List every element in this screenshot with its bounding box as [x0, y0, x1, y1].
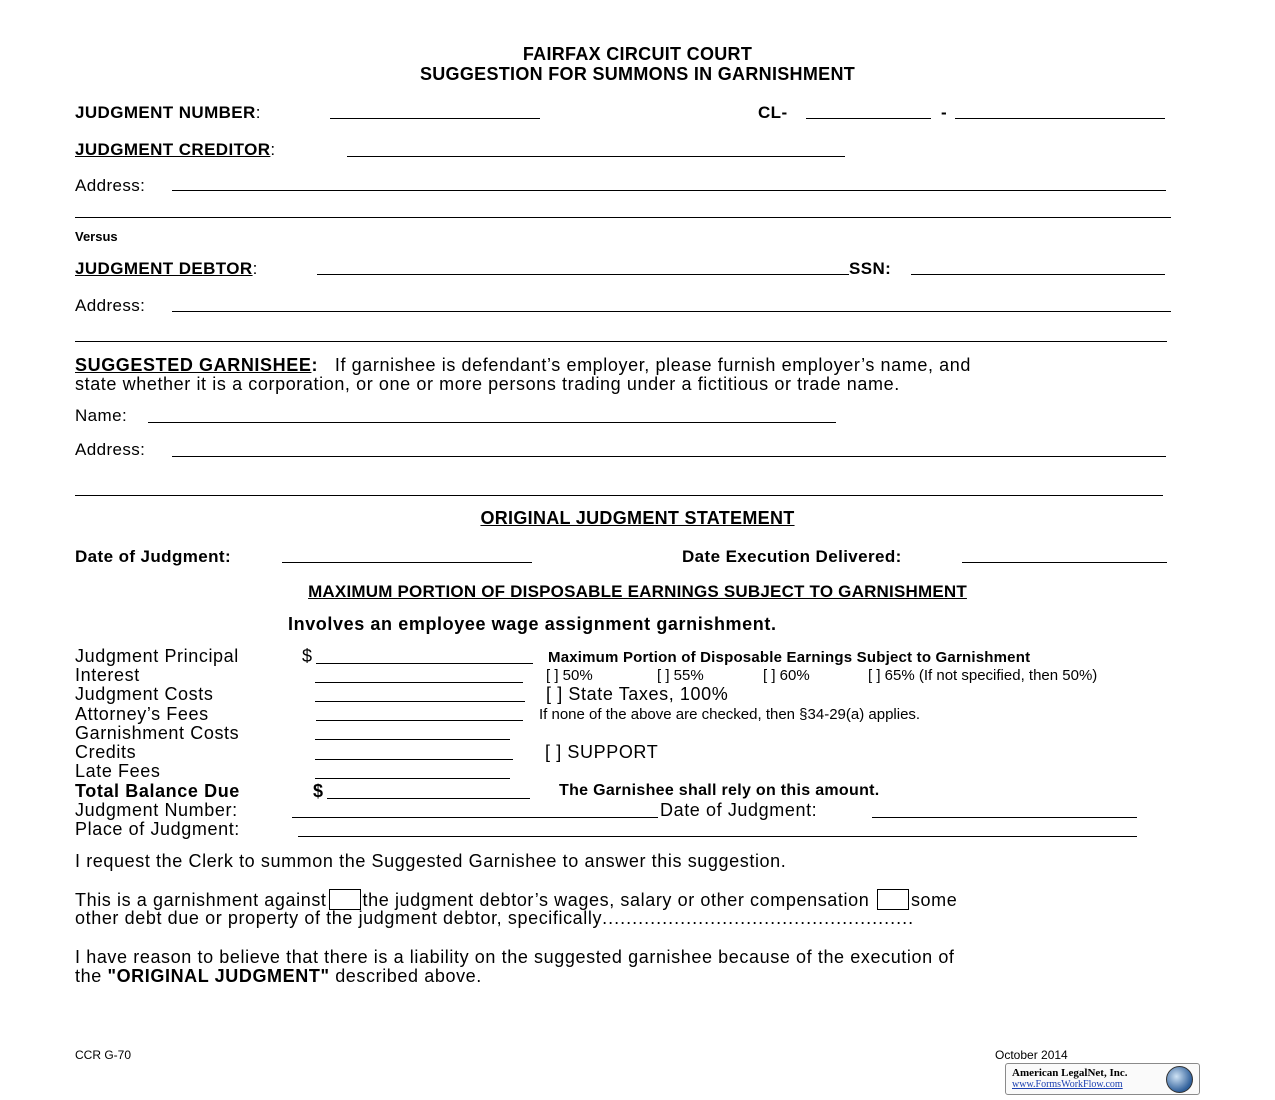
place-of-judgment-label: Place of Judgment:	[75, 819, 240, 839]
total-dollar-sign: $	[313, 781, 324, 801]
option-60-checkbox[interactable]: [ ] 60%	[763, 667, 810, 684]
judgment-debtor-field[interactable]	[317, 274, 849, 275]
creditor-address-field-1[interactable]	[172, 190, 1166, 191]
judgment-number-field[interactable]	[330, 118, 540, 119]
credits-field[interactable]	[315, 759, 513, 760]
ssn-field[interactable]	[911, 274, 1165, 275]
judgment-creditor-label: JUDGMENT CREDITOR:	[75, 140, 276, 159]
other-debt-text: other debt due or property of the judgment debtor, specifically....................................................	[75, 908, 915, 928]
suggested-garnishee-instructions-2: state whether it is a corporation, or one or more persons trading under a fictitious or trade name.	[75, 374, 900, 394]
judgment-number-field-2[interactable]	[292, 817, 658, 818]
garnishee-address-field-1[interactable]	[172, 456, 1166, 457]
logo-url-link[interactable]: www.FormsWorkFlow.com	[1012, 1079, 1123, 1090]
globe-icon	[1166, 1066, 1193, 1093]
interest-label: Interest	[75, 665, 140, 685]
options-heading: Maximum Portion of Disposable Earnings Subject to Garnishment	[548, 649, 1031, 666]
cl-number-field[interactable]	[806, 118, 931, 119]
form-id: CCR G-70	[75, 1048, 132, 1062]
liability-reason-text: I have reason to believe that there is a liability on the suggested garnishee because of the execution of	[75, 947, 955, 967]
attorney-fees-label: Attorney’s Fees	[75, 704, 209, 724]
garnishee-address-field-2[interactable]	[75, 495, 1163, 496]
date-of-judgment-field[interactable]	[282, 562, 532, 563]
american-legalnet-logo[interactable]	[1005, 1063, 1200, 1095]
garnishment-costs-label: Garnishment Costs	[75, 723, 240, 743]
cl-dash: -	[941, 103, 948, 122]
cl-suffix-field[interactable]	[955, 118, 1165, 119]
suggested-garnishee-instructions: SUGGESTED GARNISHEE: If garnishee is defendant’s employer, please furnish employer’s name, and	[75, 355, 972, 375]
specify-dotted-field[interactable]: ....................................................	[602, 908, 915, 928]
request-clerk-text: I request the Clerk to summon the Suggested Garnishee to answer this suggestion.	[75, 851, 787, 871]
max-portion-heading: MAXIMUM PORTION OF DISPOSABLE EARNINGS SUBJECT TO GARNISHMENT	[308, 582, 967, 601]
place-of-judgment-field[interactable]	[298, 836, 1137, 837]
judgment-creditor-field[interactable]	[347, 156, 845, 157]
wages-checkbox[interactable]	[329, 889, 361, 910]
date-of-judgment-label-2: Date of Judgment:	[660, 800, 818, 820]
logo-company-name: American LegalNet, Inc.	[1012, 1067, 1128, 1079]
garnishee-name-field[interactable]	[148, 422, 836, 423]
garnishment-costs-field[interactable]	[315, 739, 510, 740]
state-taxes-checkbox[interactable]: [ ] State Taxes, 100%	[546, 684, 729, 704]
creditor-address-field-2[interactable]	[75, 217, 1171, 218]
judgment-number-label: JUDGMENT NUMBER:	[75, 103, 261, 122]
cl-label: CL-	[758, 103, 788, 122]
credits-label: Credits	[75, 742, 137, 762]
garnishee-address-label: Address:	[75, 440, 146, 459]
late-fees-field[interactable]	[315, 778, 510, 779]
option-50-checkbox[interactable]: [ ] 50%	[546, 667, 593, 684]
date-of-judgment-label: Date of Judgment:	[75, 547, 232, 566]
versus-label: Versus	[75, 229, 118, 244]
original-judgment-heading: ORIGINAL JUDGMENT STATEMENT	[480, 508, 795, 528]
judgment-debtor-label: JUDGMENT DEBTOR:	[75, 259, 258, 278]
late-fees-label: Late Fees	[75, 761, 161, 781]
total-balance-label: Total Balance Due	[75, 781, 240, 801]
wage-assignment-subheading: Involves an employee wage assignment garnishment.	[288, 614, 777, 634]
interest-field[interactable]	[315, 682, 523, 683]
ssn-label: SSN:	[849, 259, 892, 278]
form-title: SUGGESTION FOR SUMMONS IN GARNISHMENT	[419, 64, 856, 84]
judgment-principal-field[interactable]	[316, 663, 533, 664]
principal-dollar-sign: $	[302, 646, 313, 666]
date-of-judgment-field-2[interactable]	[872, 817, 1137, 818]
garnishee-rely-note: The Garnishee shall rely on this amount.	[559, 782, 880, 799]
support-checkbox[interactable]: [ ] SUPPORT	[545, 742, 659, 762]
other-debt-checkbox[interactable]	[877, 889, 909, 910]
option-55-checkbox[interactable]: [ ] 55%	[657, 667, 704, 684]
debtor-address-field-2[interactable]	[75, 341, 1167, 342]
garnishee-name-label: Name:	[75, 406, 128, 425]
judgment-costs-field[interactable]	[315, 701, 525, 702]
form-title-court: FAIRFAX CIRCUIT COURT	[522, 44, 753, 64]
form-date: October 2014	[995, 1048, 1068, 1062]
debtor-address-label: Address:	[75, 296, 146, 315]
liability-reason-text-2: the "ORIGINAL JUDGMENT" described above.	[75, 966, 482, 986]
creditor-address-label: Address:	[75, 176, 146, 195]
garnishment-against-text: This is a garnishment against the judgment debtor’s wages, salary or other compensation some	[75, 890, 958, 910]
judgment-costs-label: Judgment Costs	[75, 684, 214, 704]
date-execution-label: Date Execution Delivered:	[682, 547, 902, 566]
total-balance-field[interactable]	[327, 798, 530, 799]
debtor-address-field-1[interactable]	[172, 311, 1171, 312]
date-execution-field[interactable]	[962, 562, 1167, 563]
judgment-number-label-2: Judgment Number:	[75, 800, 238, 820]
option-65-checkbox[interactable]: [ ] 65% (If not specified, then 50%)	[868, 667, 1098, 684]
attorney-fees-field[interactable]	[316, 720, 523, 721]
judgment-principal-label: Judgment Principal	[75, 646, 239, 666]
none-checked-note: If none of the above are checked, then §34-29(a) applies.	[539, 706, 921, 723]
